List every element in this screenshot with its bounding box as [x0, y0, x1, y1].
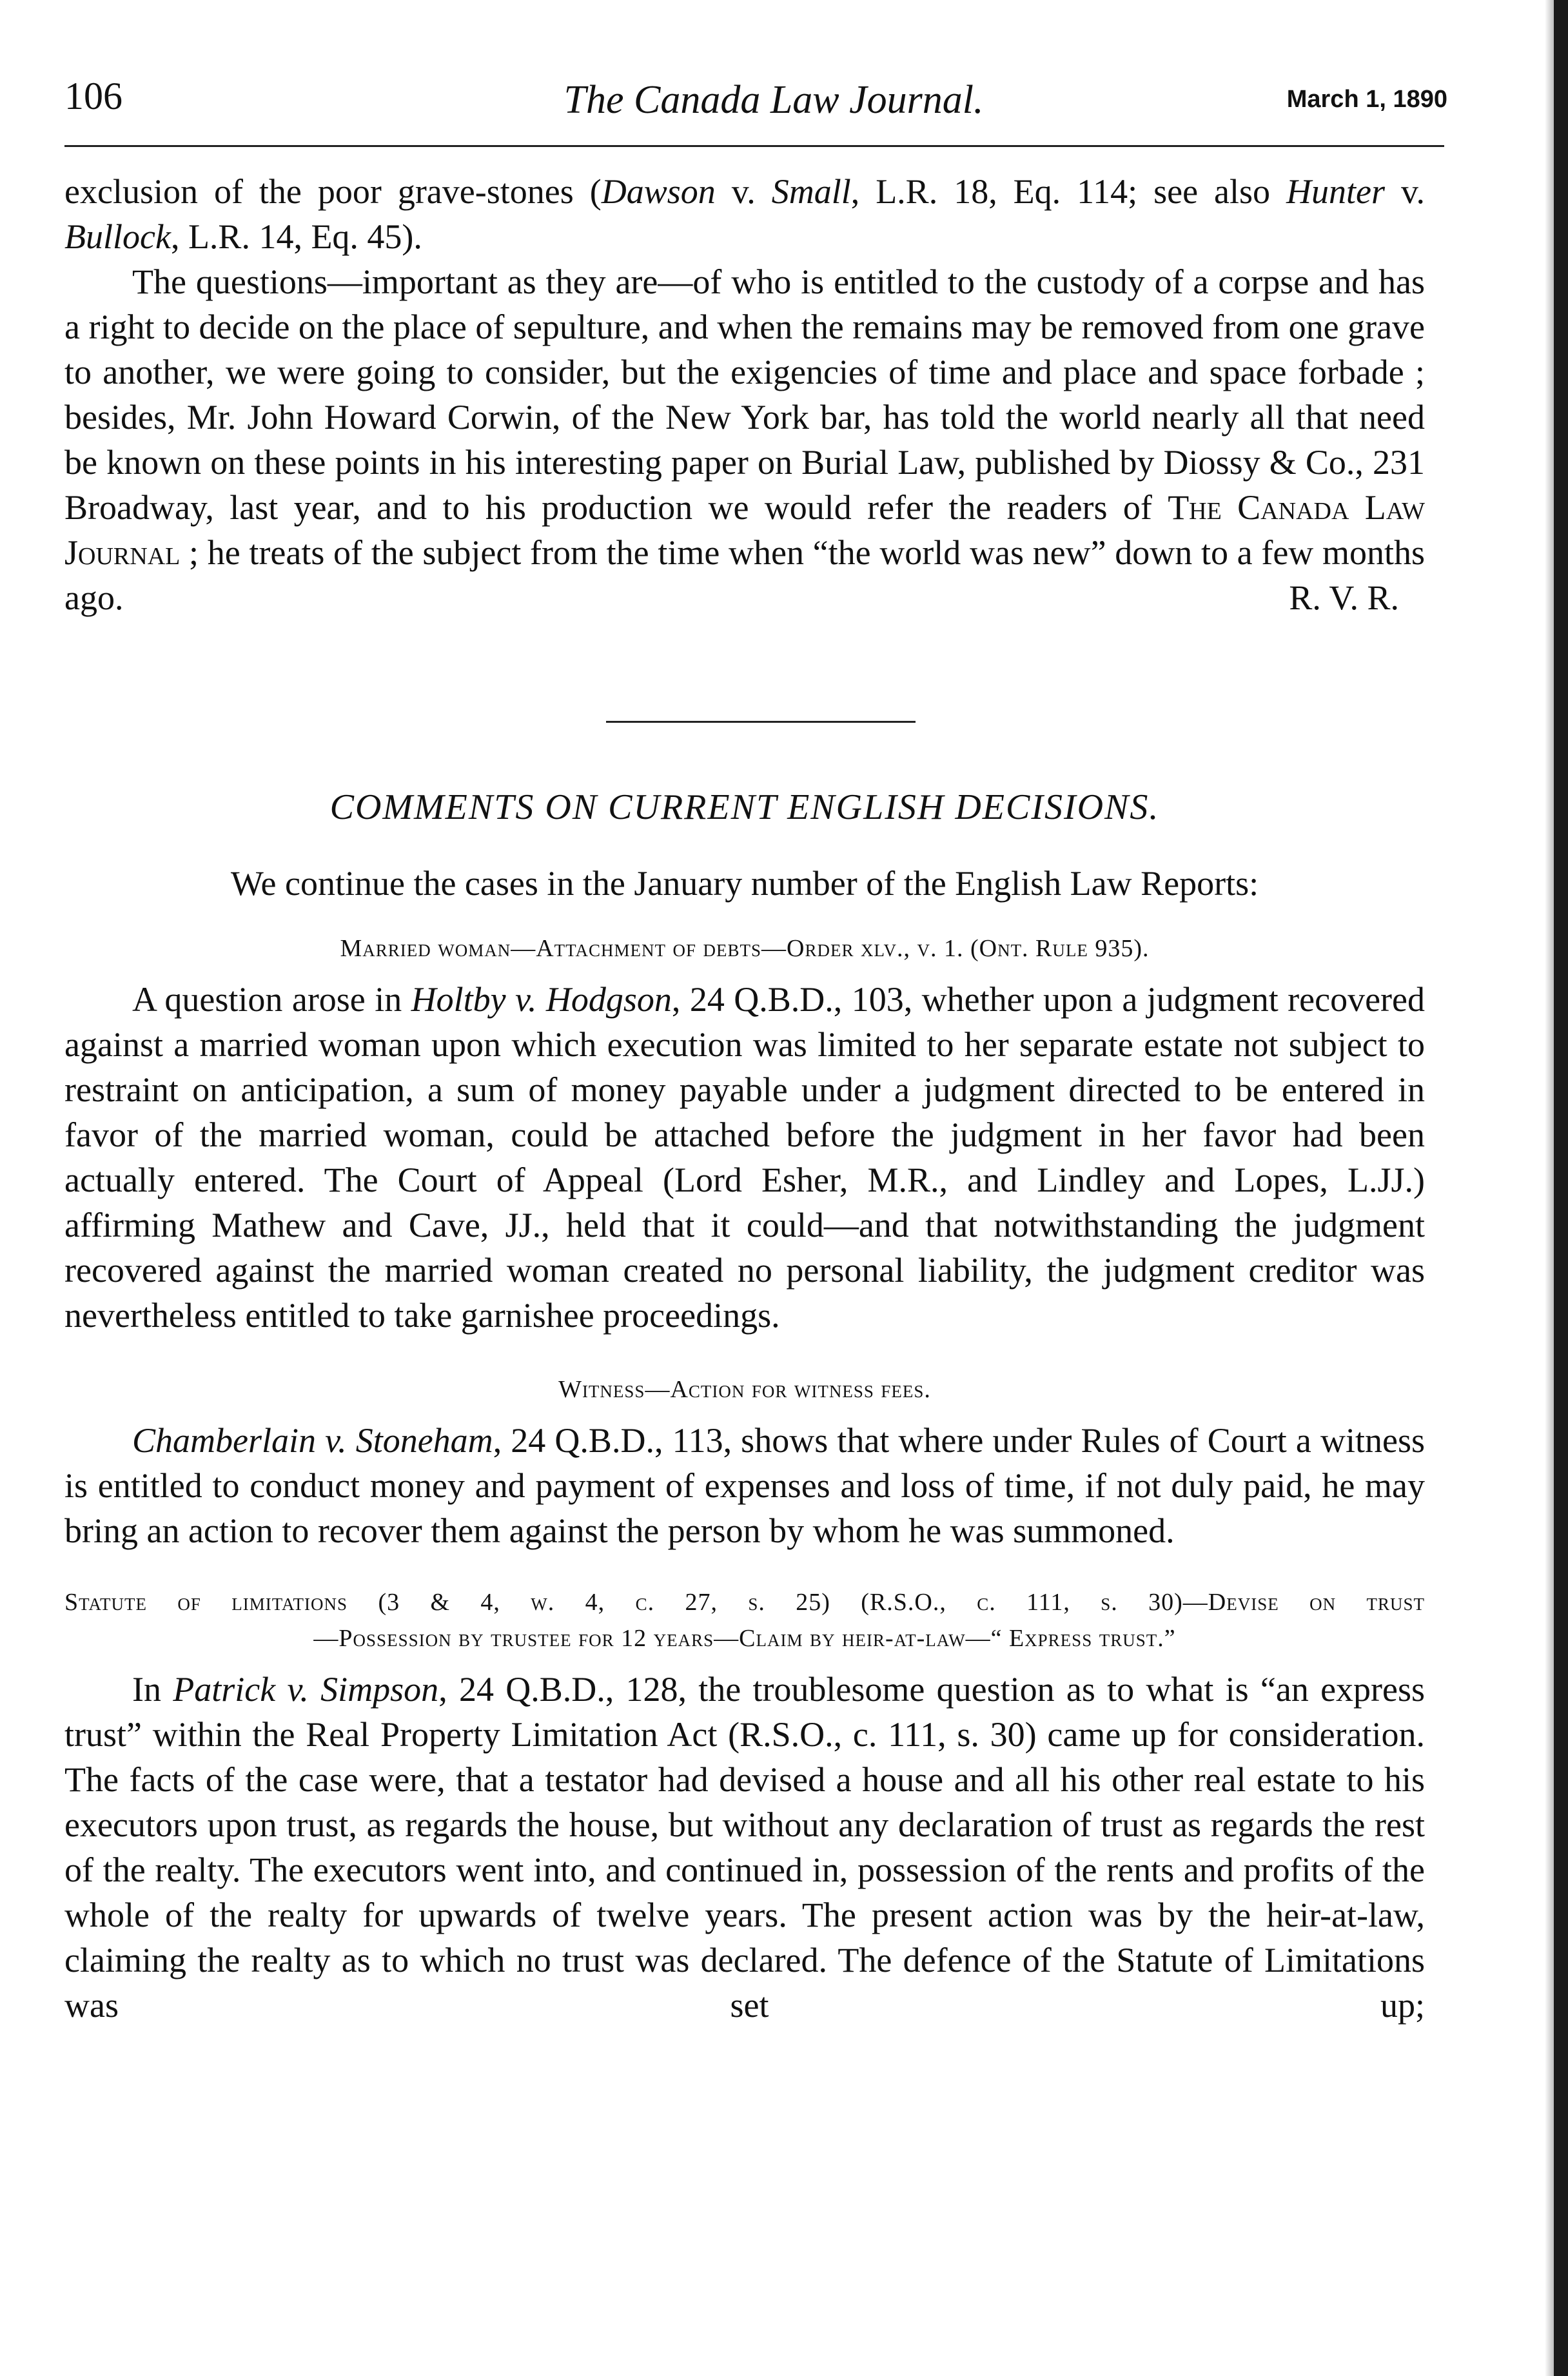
journal-title: The Canada Law Journal. — [564, 78, 984, 122]
page-edge-shadow — [1545, 0, 1554, 2376]
case-heading-1: Married woman—Attachment of debts—Order xlv., v. 1. (Ont. Rule 935). — [340, 935, 1150, 962]
case-heading-2: Witness—Action for witness fees. — [558, 1376, 931, 1403]
intro-paragraph-1: exclusion of the poor grave-stones (Dawson v. Small, L.R. 18, Eq. 114; see also Hunter v. Bullock, L.R. 14, Eq. 45). — [64, 172, 1425, 256]
issue-date: March 1, 1890 — [1286, 86, 1447, 113]
section-body — [64, 861, 1425, 2028]
intro-paragraph-2: The questions—important as they are—of who is entitled to the custody of a corpse and has a right to decide on the place of sepulture, and when the remains may be removed from one grave to another, we were going to consider, but the exigencies of time and place and space forbade ; besides, Mr. John Howard Corwin, of the New York bar, has told the world nearly all that need be known on these points in his interesting paper on Burial Law, published by Diossy & Co., 231 Broadway, last year, and to his production we would refer the readers of The Canada Law Journal ; he treats of the subject from the time when “the world was new” down to a few months ago. R. V. R. — [64, 259, 1425, 620]
case-heading-3-line-2: —Possession by trustee for 12 years—Claim by heir-at-law—“ Express trust.” — [313, 1625, 1176, 1652]
header-rule — [64, 145, 1444, 147]
author-signature: R. V. R. — [1289, 578, 1399, 617]
section-title: COMMENTS ON CURRENT ENGLISH DECISIONS. — [329, 787, 1160, 827]
case-paragraph-3: In Patrick v. Simpson, 24 Q.B.D., 128, the troublesome question as to what is “an express trust” within the Real Property Limitation Act (R.S.O., c. 111, s. 30) came up for consideration. The facts of the case were, that a testator had devised a house and all his other real estate to his executors upon trust, as regards the house, but without any declaration of trust as regards the rest of the realty. The executors went into, and continued in, possession of the rents and profits of the whole of the realty for upwards of twelve years. The present action was by the heir-at-law, claiming the realty as to which no trust was declared. The defence of the Statute of Limitations was set up; — [64, 1670, 1426, 2025]
case-paragraph-2: Chamberlain v. Stoneham, 24 Q.B.D., 113, shows that where under Rules of Court a witness is entitled to conduct money and payment of expenses and loss of time, if not duly paid, he may bring an action to recover them against the person by whom he was summoned. — [64, 1421, 1425, 1550]
section-intro: We continue the cases in the January number of the English Law Reports: — [230, 864, 1259, 903]
page-edge-binding — [1554, 0, 1568, 2376]
section-divider — [606, 721, 916, 723]
page-number: 106 — [64, 75, 122, 117]
case-name-1: Holtby v. Hodgson — [411, 980, 672, 1019]
intro-block — [64, 169, 1425, 620]
case-name-3: Patrick v. Simpson — [173, 1670, 439, 1709]
case-name-2: Chamberlain v. Stoneham — [132, 1421, 493, 1460]
journal-name-smallcaps: The Canada Law Journal — [64, 488, 1425, 572]
case-paragraph-1: A question arose in Holtby v. Hodgson, 24 Q.B.D., 103, whether upon a judgment recovered against a married woman upon which execution was limited to her separate estate not subject to restraint on anticipation, a sum of money payable under a judgment directed to be entered in favor of the married woman, could be attached before the judgment in her favor had been actually entered. The Court of Appeal (Lord Esher, M.R., and Lindley and Lopes, L.JJ.) affirming Mathew and Cave, JJ., held that it could—and that notwithstanding the judgment recovered against the married woman created no personal liability, the judgment creditor was nevertheless entitled to take garnishee proceedings. — [64, 980, 1425, 1335]
running-header — [64, 68, 1447, 126]
case-heading-3-line-1: Statute of limitations (3 & 4, w. 4, c. 27, s. 25) (R.S.O., c. 111, s. 30)—Devise on trust — [64, 1589, 1425, 1616]
